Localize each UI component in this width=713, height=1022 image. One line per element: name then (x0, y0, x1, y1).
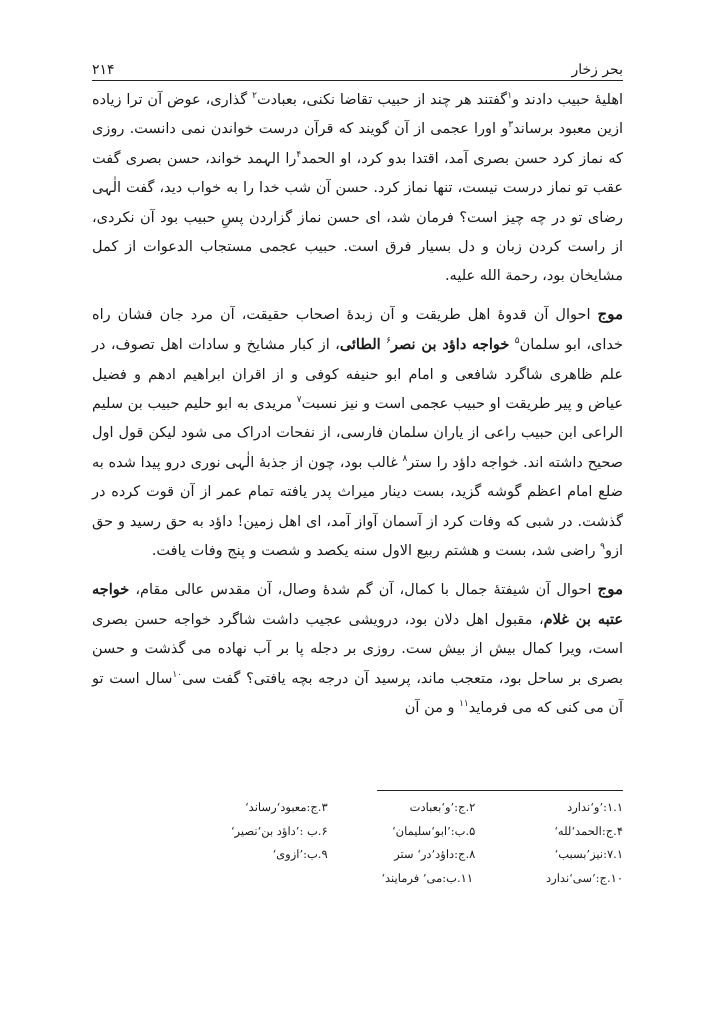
header-rule (92, 80, 623, 81)
text-run: احوال آن قدوهٔ اهل طریقت و آن زبدهٔ اصحاب حقیقت، آن مرد جان فشان راه خدای، ابو سلمان (92, 306, 623, 354)
footnote-item: ۱.۱:’و‘ندارد (567, 800, 623, 814)
section-paragraph (92, 300, 623, 567)
footnote-row (180, 796, 623, 820)
footnote-marker: ۲ (252, 91, 257, 102)
text-run: ، از کبار مشایخ و سادات اهل تصوف، در علم ظاهری شاگرد شافعی و امام ابو حنیفه کوفی و از اقران ابراهیم ادهم و فضیل عیاض و پیر طریقت او حبیب عجمی است و نیز نسبت (92, 337, 623, 413)
footnote-marker: ۴ (296, 149, 302, 160)
footnote-item: ۱۰.ج:’سی‘ندارد (546, 870, 623, 885)
person-name: خواجه داؤد بن نصر (390, 336, 510, 354)
person-name: الطائی (339, 336, 381, 354)
footnote-rule (377, 790, 623, 791)
text-run: و من آن (404, 700, 460, 717)
text-run: راضی شد، بست و هشتم ربیع الاول سنه یکصد و شصت و پنج وفات یافت. (151, 543, 601, 560)
footnote-marker: ۷ (296, 395, 302, 406)
text-run: ، مقبول اهل دلان بود، درویشی عجیب داشت شاگرد خواجه حسن بصری است، ویرا کمال بیش از بیش ست. روزی بر دجله پا بر آب نهاده می گذشت و حسن بصری بر ساحل بود، متعجب ماند، پرسید آن درجه بچه یافتی؟ گفت سی (92, 611, 623, 687)
text-run: گفتند هر چند از حبیب تقاضا نکنی، بعبادت (256, 92, 508, 108)
text-run: احوال آن شیفتهٔ جمال با کمال، آن گم شدهٔ وصال، آن مقدس عالی مقام، (129, 581, 598, 598)
text-run: سال است تو آن می کنی که می فرماید (92, 670, 623, 717)
footnote-marker: ۵ (514, 336, 520, 347)
book-title: بحر زخار (571, 62, 623, 78)
footnotes (180, 796, 623, 890)
footnote-item: ۹.ب:’ازوی‘ (272, 847, 328, 862)
footnote-item: ۲.ج:’و‘بعبادت (409, 800, 476, 814)
running-header (92, 56, 623, 78)
footnote-marker: ۳ (508, 120, 514, 131)
person-name: خواجه عتبه بن غلام (92, 580, 623, 628)
text-run: و اورا عجمی از آن گویند که قرآن درست خواندن نمی دانست. روزی که نماز کرد حسن بصری آمد، اقتدا بدو کرد، او الحمد (92, 121, 623, 167)
footnote-item: ۴.ج:الحمد‘لله‘ (554, 823, 623, 838)
continuation-paragraph (92, 86, 623, 292)
text-run: گذاری، عوض آن ترا زیاده ازین معبود برساند (92, 92, 623, 138)
footnote-marker: ۶ (386, 336, 391, 347)
main-text (92, 86, 623, 724)
footnote-marker: ۱۰ (172, 669, 183, 680)
text-run: مریدی به ابو حلیم حبیب بن سلیم الراعی ابن حبیب راعی از یاران سلمان فارسی، از نفحات ادراک می شود لیکن قول اول صحیح داشته اند. خواجه داؤد را ستر (92, 396, 623, 471)
footnote-item: ۸.ج:داؤد’در‘ ستر (394, 847, 476, 862)
footnote-item: ۳.ج:معبود‘رساند‘ (245, 800, 328, 814)
footnote-item: ۵.ب:’ابو‘سلیمان‘ (391, 823, 476, 838)
footnote-marker: ۱ (507, 91, 513, 102)
footnote-item: ۱۱.ب:می’ فرمایند‘ (381, 870, 473, 885)
footnote-marker: ۹ (600, 542, 605, 553)
footnote-row (180, 867, 623, 891)
text-run: غالب بود، چون از جذبهٔ الٰہی نوری درو پیدا شده به ضلع امام اعظم گوشه گزید، بست دینار میراث پدر یافته تمام عمر از آن قوت کرده در گذشت. در شبی که وفات کرد از آسمان آواز آمد، ای اهل زمین! داؤد به حق رسید و حق ازو (92, 454, 623, 560)
section-paragraph (92, 575, 623, 724)
page-number: ۲۱۴ (92, 62, 115, 78)
footnote-row (180, 843, 623, 867)
footnote-marker: ۸ (402, 454, 408, 465)
footnote-row (180, 820, 623, 844)
footnote-item: ۷.۱:نیز’بسبب‘ (554, 847, 623, 862)
footnote-item: ۶.ب :’داؤد بن‘نصیر‘ (230, 823, 328, 838)
section-keyword: موج (597, 304, 623, 323)
text-run: را الہمد خواند، حسن بصری گفت عقب تو نماز درست نیست، تنها نماز کرد. حسن آن شب خدا را به خواب دید، گفت الٰہی رضای تو در چه چیز است؟ فرمان شد، ای حسن نماز گزاردن پسِ حبیب بود آن نکردی، از راست کردن زبان و دل بسیار فرق است. حبیب عجمی مستجاب الدعوات از کمل مشایخان بود، رحمة الله علیه. (92, 150, 623, 285)
section-keyword: موج (597, 579, 623, 598)
text-run: اهلیهٔ حبیب دادند و (512, 92, 623, 108)
footnote-marker: ۱۱ (459, 699, 469, 710)
